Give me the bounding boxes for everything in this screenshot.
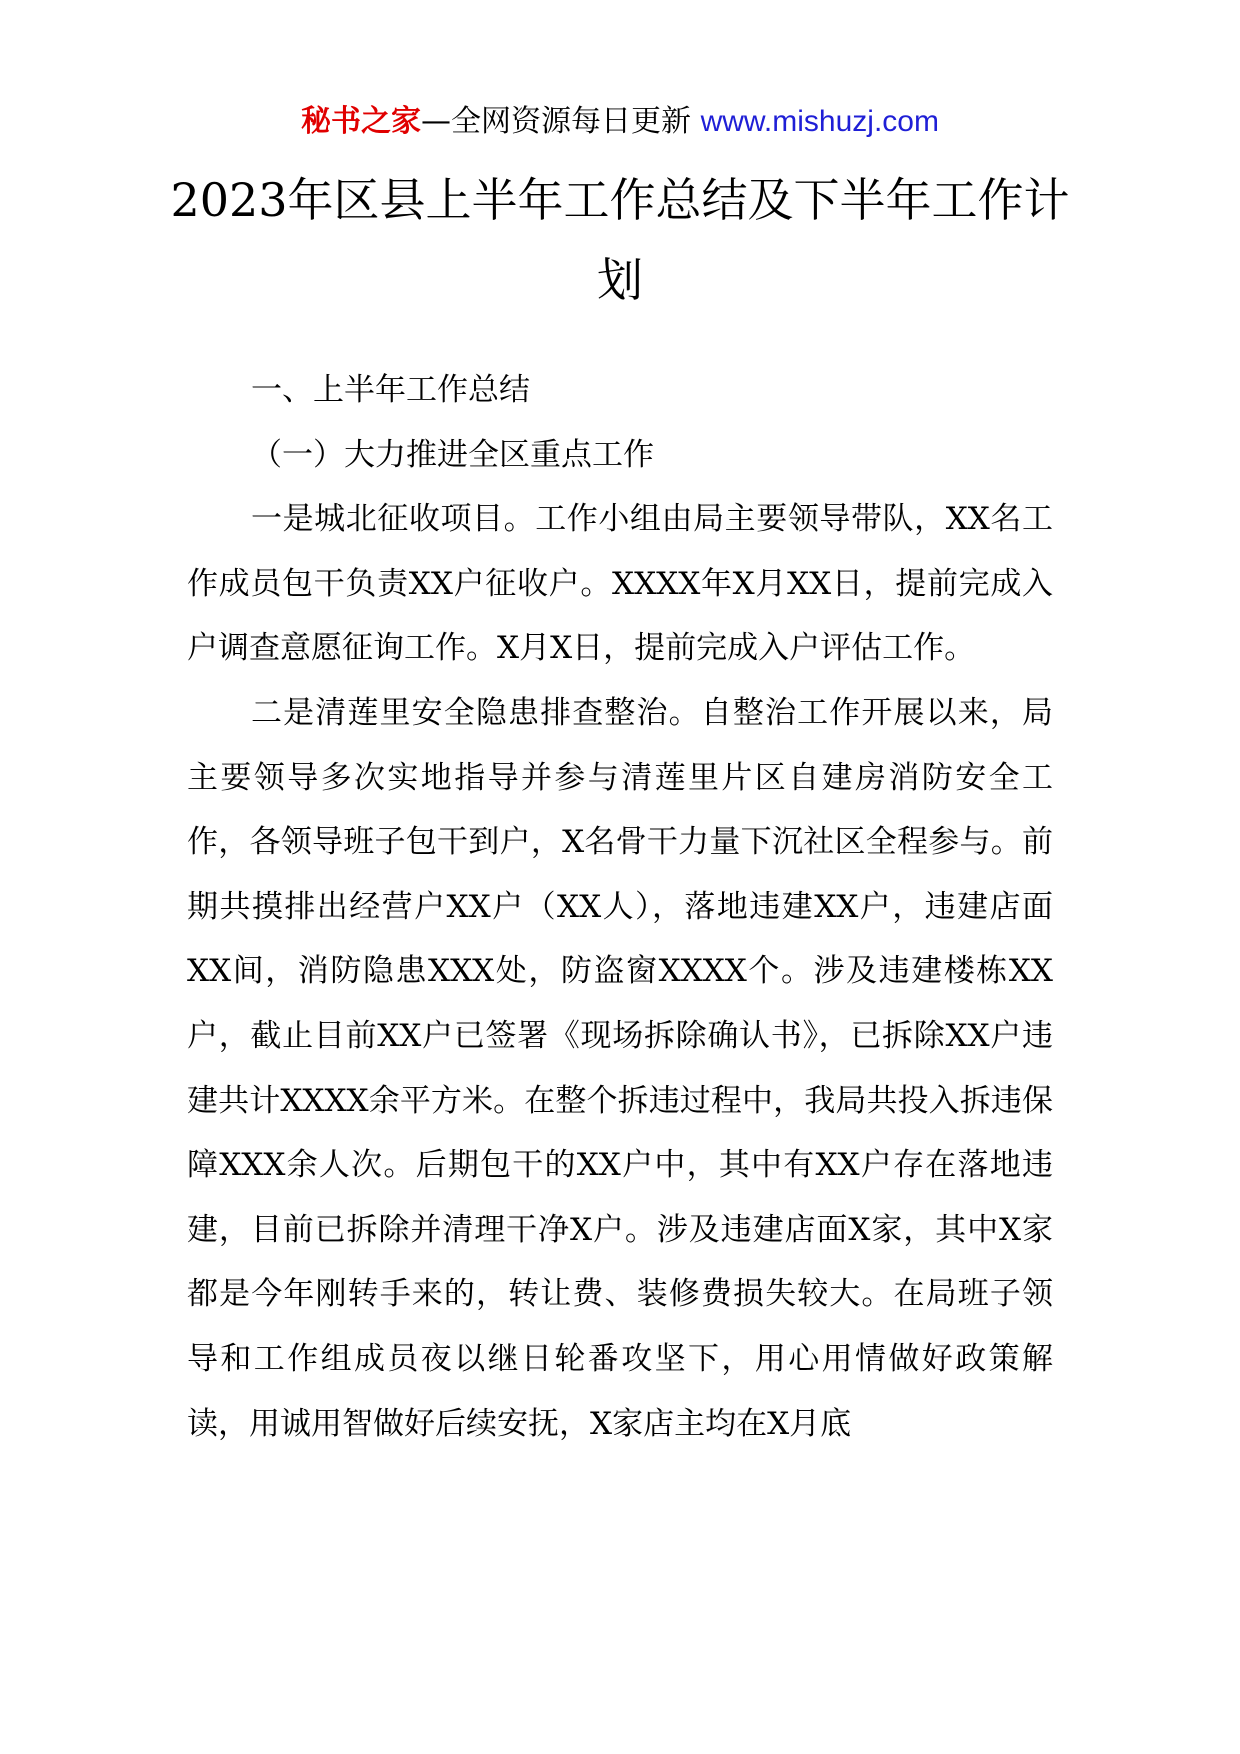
site-header bbox=[0, 100, 1240, 144]
site-brand: 秘书之家 bbox=[301, 104, 422, 139]
paragraph-2: 二是清莲里安全隐患排查整治。自整治工作开展以来，局主要领导多次实地指导并参与清莲里片区自建房消防安全工作，各领导班子包干到户，X名骨干力量下沉社区全程参与。前期共摸排出经营户XX户（XX人），落地违建XX户，违建店面XX间，消防隐患XXX处，防盗窗XXXX个。涉及违建楼栋XX户，截止目前XX户已签署《现场拆除确认书》，已拆除XX户违建共计XXXX余平方米。在整个拆违过程中，我局共投入拆违保障XXX余人次。后期包干的XX户中，其中有XX户存在落地违建，目前已拆除并清理干净X户。涉及违建店面X家，其中X家都是今年刚转手来的，转让费、装修费损失较大。在局班子领导和工作组成员夜以继日轮番攻坚下，用心用情做好政策解读，用诚用智做好后续安抚，X家店主均在X月底 bbox=[187, 694, 1053, 1442]
paragraph-1: 一是城北征收项目。工作小组由局主要领导带队，XX名工作成员包干负责XX户征收户。XXXX年X月XX日，提前完成入户调查意愿征询工作。X月X日，提前完成入户评估工作。 bbox=[187, 501, 1053, 667]
site-tagline: —全网资源每日更新 bbox=[421, 104, 701, 139]
document-title: 2023年区县上半年工作总结及下半年工作计划 bbox=[170, 173, 1070, 307]
section-heading: 一、上半年工作总结 bbox=[251, 372, 530, 408]
subsection-heading: （一）大力推进全区重点工作 bbox=[251, 436, 654, 473]
site-url-link[interactable]: www.mishuzj.com bbox=[700, 105, 939, 138]
document-body bbox=[187, 358, 1053, 1456]
